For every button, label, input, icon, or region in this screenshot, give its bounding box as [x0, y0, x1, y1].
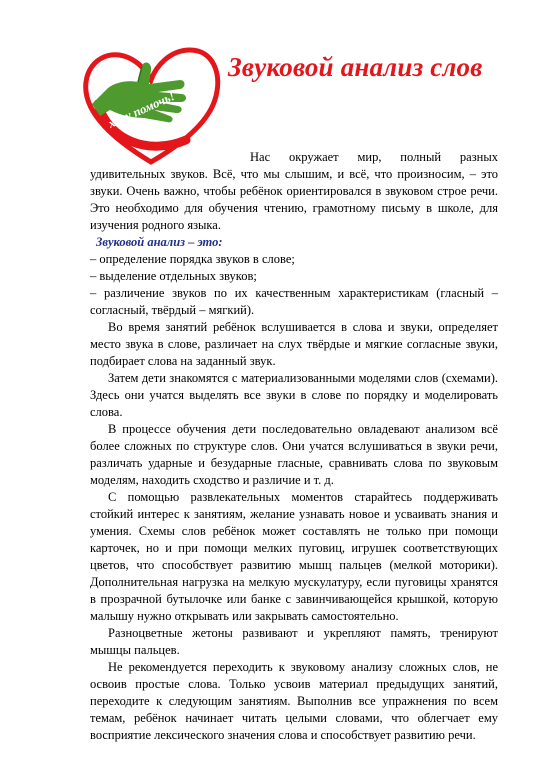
body-paragraph: Разноцветные жетоны развивают и укрепляют память, тренируют мышцы пальцев. — [90, 626, 498, 657]
intro-paragraph: Нас окружает мир, полный разных удивительных звуков. Всё, что мы слышим, и всё, что произносим, – это звуки. Очень важно, чтобы ребёнок ориентировался в звуковом строе речи. Это необходимо для обучения чтению, грамотному письму в школе, для изучения родного языка. — [90, 150, 498, 232]
definition-item: – выделение отдельных звуков; — [90, 269, 257, 283]
logo-caption: хочу помочь! — [106, 88, 177, 131]
body-paragraph: Во время занятий ребёнок вслушивается в слова и звуки, определяет место звука в слове, различает на слух твёрдые и мягкие согласные звуки, подбирает слова на заданный звук. — [90, 320, 498, 368]
definition-item: – различение звуков по их качественным характеристикам (гласный – согласный, твёрдый – мягкий). — [90, 286, 498, 317]
definition-heading: Звуковой анализ – это: — [96, 235, 223, 249]
body-paragraph: В процессе обучения дети последовательно овладевают анализом всё более сложных по структуре слов. Они учатся вслушиваться в звуки речи, различать ударные и безударные гласные, сравнивать слова по звуковым моделям, находить сходство и различие и т. д. — [90, 422, 498, 487]
definition-item: – определение порядка звуков в слове; — [90, 252, 295, 266]
article-body — [90, 149, 498, 744]
body-paragraph: Затем дети знакомятся с материализованными моделями слов (схемами). Здесь они учатся выделять все звуки в слове по порядку и моделировать слова. — [90, 371, 498, 419]
logo — [78, 44, 223, 166]
body-paragraph: С помощью развлекательных моментов старайтесь поддерживать стойкий интерес к занятиям, желание узнавать новое и усваивать знания и умения. Схемы слов ребёнок может составлять не только при помощи карточек, но и при помощи мелких пуговиц, игрушек соответствующих цветов, что способствует развитию мышц пальцев (мелкой моторики). Дополнительная нагрузка на мелкую мускулатуру, если пуговицы хранятся в прозрачной бутылочке или банке с завинчивающейся крышкой, которую малышу нужно открывать или закрывать самостоятельно. — [90, 490, 498, 623]
body-paragraph: Не рекомендуется переходить к звуковому анализу сложных слов, не освоив простые слова. Только усвоив материал предыдущих занятий, переходите к следующим занятиям. Выполнив все упражнения по всем темам, ребёнок начинает читать целыми словами, что облегчает ему восприятие лексического значения слова и способствует развитию речи. — [90, 660, 498, 742]
page-title: Звуковой анализ слов — [228, 52, 483, 82]
